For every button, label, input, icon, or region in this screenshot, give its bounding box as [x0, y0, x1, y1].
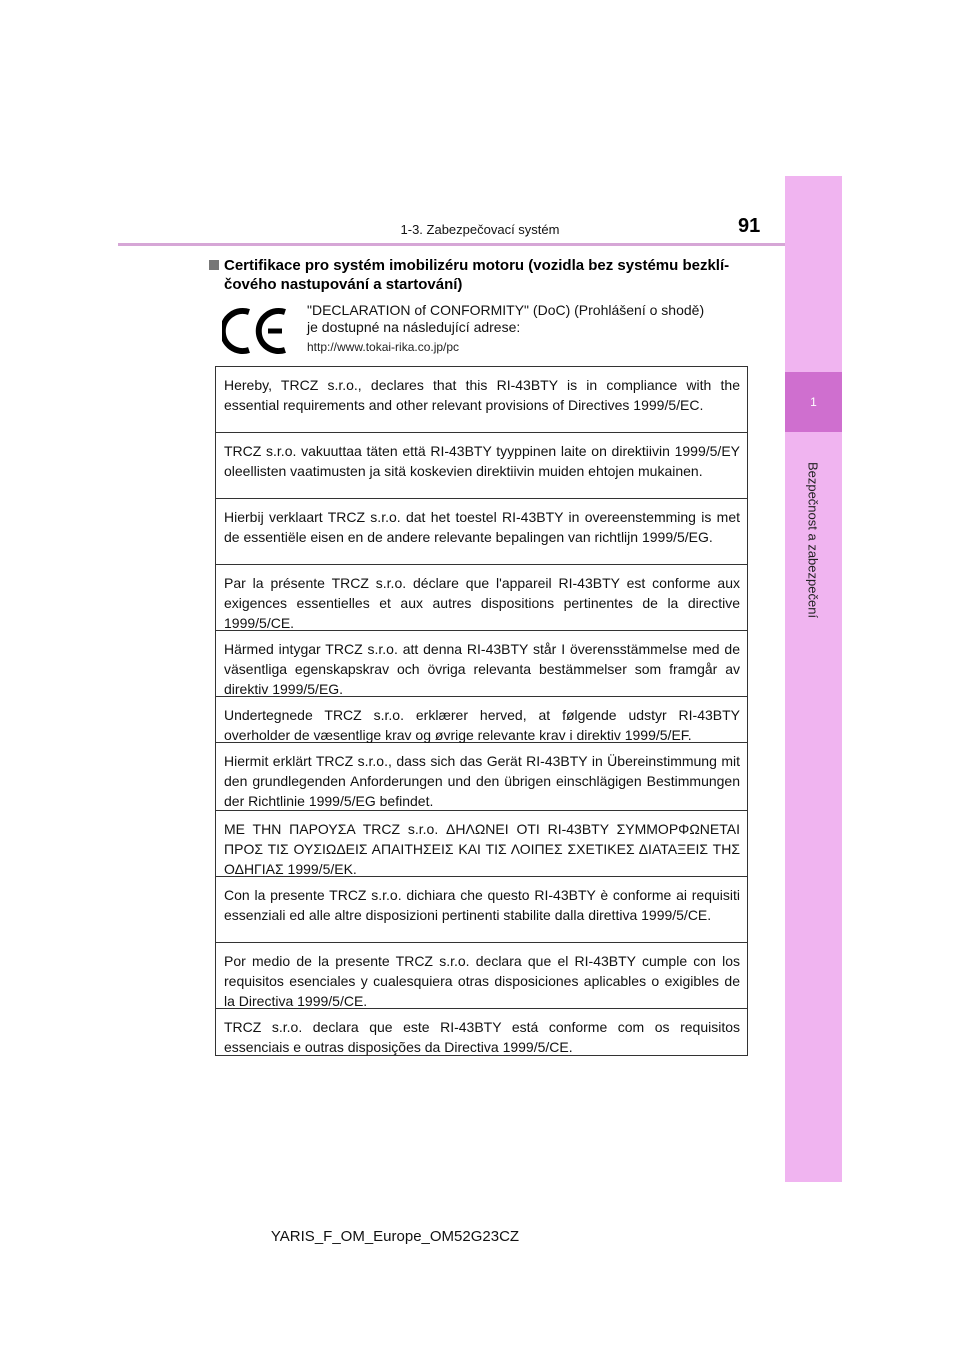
declaration-row-fr: Par la présente TRCZ s.r.o. déclare que l'appareil RI-43BTY est conforme aux exigences essentielles et aux autres dispositions pertinentes de la directive 1999/5/CE.	[216, 565, 747, 631]
doc-line-1: "DECLARATION of CONFORMITY" (DoC) (Prohlášení o shodě)	[307, 302, 705, 318]
declaration-row-es: Por medio de la presente TRCZ s.r.o. declara que el RI-43BTY cumple con los requisitos esenciales y cualesquiera otras disposiciones aplicables o exigibles de la Directiva 1999/5/CE.	[216, 943, 747, 1009]
section-heading	[209, 256, 754, 294]
footer-code: YARIS_F_OM_Europe_OM52G23CZ	[270, 1228, 520, 1245]
declaration-row-en: Hereby, TRCZ s.r.o., declares that this RI-43BTY is in compliance with the essential requirements and other relevant provisions of Directives 1999/5/EC.	[216, 367, 747, 433]
declaration-row-fi: TRCZ s.r.o. vakuuttaa täten että RI-43BTY tyyppinen laite on direktiivin 1999/5/EY oleellisten vaatimusten ja sitä koskevien direktiivin muiden ehtojen mukainen.	[216, 433, 747, 499]
section-title: 1-3. Zabezpečovací systém	[400, 222, 560, 237]
declaration-row-pt: TRCZ s.r.o. declara que este RI-43BTY está conforme com os requisitos essenciais e outras disposições da Directiva 1999/5/CE.	[224, 1019, 740, 1055]
doc-line-2: je dostupné na následující adrese:	[307, 319, 521, 335]
doc-availability	[307, 302, 752, 356]
bullet-square-icon	[209, 260, 219, 270]
page-number: 91	[738, 215, 761, 237]
side-tab-strip	[785, 176, 842, 1182]
doc-url-link[interactable]: http://www.tokai-rika.co.jp/pc	[307, 340, 460, 354]
heading-line-1: Certifikace pro systém imobilizéru motoru (vozidla bez systému bezklí-	[224, 257, 730, 274]
heading-line-2: čového nastupování a startování)	[224, 276, 463, 293]
declaration-row-sv: Härmed intygar TRCZ s.r.o. att denna RI-43BTY står I överensstämmelse med de väsentliga egenskapskrav och övriga relevanta bestämmelser som framgår av direktiv 1999/5/EG.	[216, 631, 747, 697]
declaration-row-nl: Hierbij verklaart TRCZ s.r.o. dat het toestel RI-43BTY in overeenstemming is met de essentiële eisen en de andere relevante bepalingen van richtlijn 1999/5/EG.	[216, 499, 747, 565]
chapter-number: 1	[810, 395, 817, 409]
chapter-title: Bezpečnost a zabezpečení	[805, 461, 821, 619]
declaration-row-it: Con la presente TRCZ s.r.o. dichiara che questo RI-43BTY è conforme ai requisiti essenziali ed alle altre disposizioni pertinenti stabilite dalla direttiva 1999/5/CE.	[216, 877, 747, 943]
chapter-tab[interactable]	[785, 372, 842, 432]
declaration-row-el: ΜΕ ΤΗΝ ΠΑΡΟΥΣΑ TRCZ s.r.o. ΔΗΛΩΝΕΙ ΟΤΙ RI-43BTY ΣΥΜΜΟΡΦΩΝΕΤΑΙ ΠΡΟΣ ΤΙΣ ΟΥΣΙΩΔΕΙΣ ΑΠΑΙΤΗΣΕΙΣ ΚΑΙ ΤΙΣ ΛΟΙΠΕΣ ΣΧΕΤΙΚΕΣ ΔΙΑΤΑΞΕΙΣ ΤΗΣ ΟΔΗΓΙΑΣ 1999/5/ΕΚ.	[216, 811, 747, 877]
ce-mark-icon	[222, 306, 290, 356]
declarations-table	[215, 366, 748, 1056]
declaration-row-da: Undertegnede TRCZ s.r.o. erklærer herved, at følgende udstyr RI-43BTY overholder de væsentlige krav og øvrige relevante krav i direktiv 1999/5/EF.	[216, 697, 747, 743]
header-divider	[118, 243, 785, 246]
declaration-row-de: Hiermit erklärt TRCZ s.r.o., dass sich das Gerät RI-43BTY in Übereinstimmung mit den grundlegenden Anforderungen und den übrigen einschlägigen Bestimmungen der Richtlinie 1999/5/EG befindet.	[216, 743, 747, 811]
